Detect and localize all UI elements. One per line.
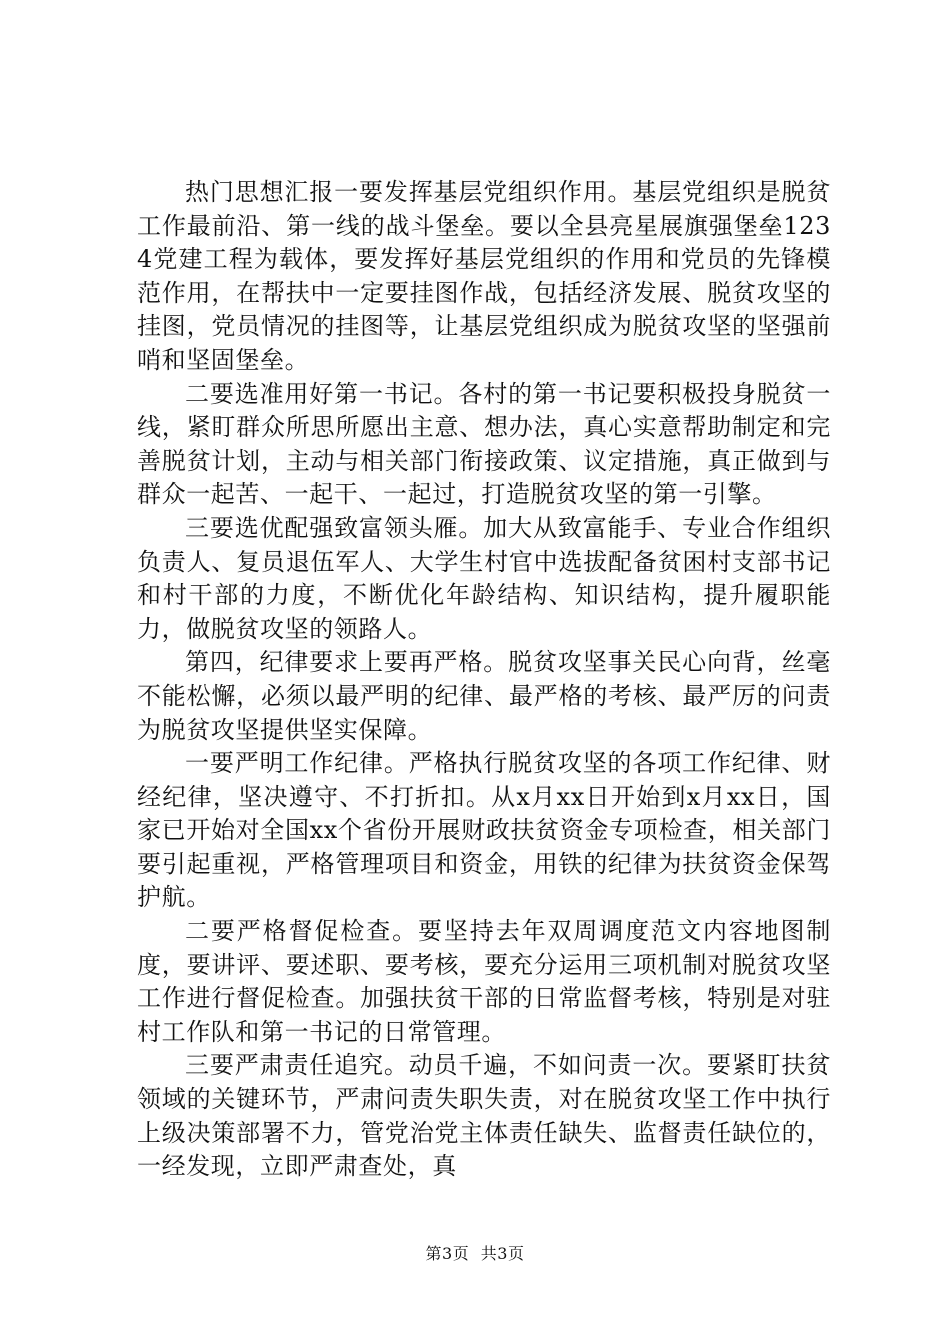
paragraph: 一要严明工作纪律。严格执行脱贫攻坚的各项工作纪律、财经纪律，坚决遵守、不打折扣。从x月xx日开始到x月xx日，国家已开始对全国xx个省份开展财政扶贫资金专项检查，相关部门要引起重视，严格管理项目和资金，用铁的纪律为扶贫资金保驾护航。 — [137, 749, 831, 912]
page-number: 第3页 — [425, 1244, 470, 1263]
page-footer — [0, 1244, 950, 1264]
paragraph: 三要选优配强致富领头雁。加大从致富能手、专业合作组织负责人、复员退伍军人、大学生村官中选拔配备贫困村支部书记和村干部的力度，不断优化年龄结构、知识结构，提升履职能力，做脱贫攻坚的领路人。 — [137, 513, 831, 643]
document-body — [137, 176, 831, 1184]
paragraph: 三要严肃责任追究。动员千遍，不如问责一次。要紧盯扶贫领域的关键环节，严肃问责失职失责，对在脱贫攻坚工作中执行上级决策部署不力，管党治党主体责任缺失、监督责任缺位的，一经发现，立即严肃查处，真 — [137, 1051, 831, 1181]
paragraph: 第四，纪律要求上要再严格。脱贫攻坚事关民心向背，丝毫不能松懈，必须以最严明的纪律、最严格的考核、最严厉的问责为脱贫攻坚提供坚实保障。 — [137, 648, 831, 744]
page-total: 共3页 — [480, 1244, 525, 1263]
paragraph: 二要选准用好第一书记。各村的第一书记要积极投身脱贫一线，紧盯群众所思所愿出主意、想办法，真心实意帮助制定和完善脱贫计划，主动与相关部门衔接政策、议定措施，真正做到与群众一起苦、一起干、一起过，打造脱贫攻坚的第一引擎。 — [137, 379, 831, 509]
paragraph: 二要严格督促检查。要坚持去年双周调度范文内容地图制度，要讲评、要述职、要考核，要充分运用三项机制对脱贫攻坚工作进行督促检查。加强扶贫干部的日常监督考核，特别是对驻村工作队和第一书记的日常管理。 — [137, 917, 831, 1046]
paragraph: 热门思想汇报一要发挥基层党组织作用。基层党组织是脱贫工作最前沿、第一线的战斗堡垒。要以全县亮星展旗强堡垒1234党建工程为载体，要发挥好基层党组织的作用和党员的先锋模范作用，在帮扶中一定要挂图作战，包括经济发展、脱贫攻坚的挂图，党员情况的挂图等，让基层党组织成为脱贫攻坚的坚强前哨和坚固堡垒。 — [137, 178, 831, 374]
